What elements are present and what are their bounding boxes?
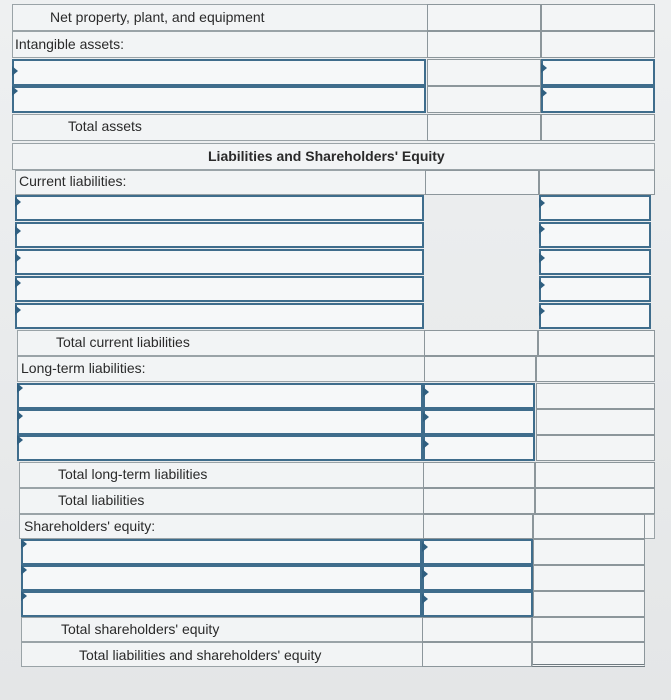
intangible-1-amount-input[interactable] bbox=[541, 59, 655, 86]
dropdown-arrow-icon bbox=[21, 539, 27, 549]
total-long-term-liab-total-cell bbox=[535, 462, 655, 488]
shareholders-equity-label: Shareholders' equity: bbox=[24, 518, 156, 534]
dropdown-arrow-icon bbox=[17, 435, 23, 445]
dropdown-arrow-icon bbox=[12, 86, 18, 96]
dropdown-arrow-icon bbox=[539, 224, 545, 234]
dropdown-arrow-icon bbox=[541, 88, 547, 98]
dropdown-arrow-icon bbox=[541, 63, 547, 73]
long-term-liab-label: Long-term liabilities: bbox=[21, 360, 146, 376]
long-term-liab-empty-cell bbox=[424, 356, 536, 382]
total-liab-label: Total liabilities bbox=[58, 492, 145, 508]
dropdown-arrow-icon bbox=[21, 565, 27, 575]
current-4-amount-input[interactable] bbox=[539, 276, 651, 302]
equity-1-name-input[interactable] bbox=[21, 539, 422, 565]
dropdown-arrow-icon bbox=[15, 305, 21, 315]
current-liab-empty-total-cell bbox=[539, 170, 655, 195]
current-1-amount-input[interactable] bbox=[539, 195, 651, 221]
total-assets-amount-cell bbox=[427, 114, 541, 141]
net-ppe-total-cell bbox=[541, 4, 655, 31]
total-current-liab-label: Total current liabilities bbox=[56, 334, 190, 350]
total-long-term-liab-amount-cell bbox=[423, 462, 535, 488]
dropdown-arrow-icon bbox=[423, 387, 429, 397]
total-shareholders-equity-total-cell bbox=[532, 617, 645, 642]
current-liab-label: Current liabilities: bbox=[19, 173, 127, 189]
long-term-liab-empty-total-cell bbox=[536, 356, 655, 382]
dropdown-arrow-icon bbox=[15, 197, 21, 207]
current-3-name-input[interactable] bbox=[15, 249, 424, 275]
total-liab-total-cell bbox=[535, 488, 655, 514]
current-5-name-input[interactable] bbox=[15, 303, 424, 329]
longterm-1-amount-input[interactable] bbox=[423, 383, 535, 409]
dropdown-arrow-icon bbox=[17, 411, 23, 421]
net-ppe-amount-cell bbox=[427, 4, 541, 31]
equity-1-amount-input[interactable] bbox=[422, 539, 533, 565]
equity-1-total-cell bbox=[533, 539, 645, 565]
intangible-empty-cell bbox=[427, 31, 541, 58]
intangible-empty-total-cell bbox=[541, 31, 655, 58]
intangible-2-name-input[interactable] bbox=[12, 86, 426, 113]
current-liab-empty-cell bbox=[425, 170, 539, 195]
intangible-2-amount-cell bbox=[427, 86, 541, 113]
longterm-3-name-input[interactable] bbox=[17, 435, 423, 461]
dropdown-arrow-icon bbox=[539, 198, 545, 208]
dropdown-arrow-icon bbox=[423, 439, 429, 449]
shareholders-equity-empty-cell bbox=[423, 514, 533, 539]
equity-2-amount-input[interactable] bbox=[422, 565, 533, 591]
dropdown-arrow-icon bbox=[422, 594, 428, 604]
dropdown-arrow-icon bbox=[21, 591, 27, 601]
equity-3-amount-input[interactable] bbox=[422, 591, 533, 617]
dropdown-arrow-icon bbox=[12, 66, 18, 76]
total-liab-equity-total-cell bbox=[532, 642, 645, 667]
shareholders-equity-empty-total-cell bbox=[533, 514, 645, 539]
current-2-name-input[interactable] bbox=[15, 222, 424, 248]
dropdown-arrow-icon bbox=[422, 569, 428, 579]
current-5-amount-input[interactable] bbox=[539, 303, 651, 329]
dropdown-arrow-icon bbox=[539, 280, 545, 290]
intangible-1-name-input[interactable] bbox=[12, 59, 426, 86]
total-long-term-liab-label: Total long-term liabilities bbox=[58, 466, 208, 482]
total-liab-equity-label: Total liabilities and shareholders' equity bbox=[79, 647, 322, 663]
liabilities-equity-heading: Liabilities and Shareholders' Equity bbox=[208, 148, 445, 164]
longterm-2-amount-input[interactable] bbox=[423, 409, 535, 435]
equity-2-total-cell bbox=[533, 565, 645, 591]
intangible-label: Intangible assets: bbox=[15, 36, 124, 52]
longterm-3-amount-input[interactable] bbox=[423, 435, 535, 461]
net-ppe-label: Net property, plant, and equipment bbox=[50, 9, 265, 25]
dropdown-arrow-icon bbox=[539, 253, 545, 263]
total-shareholders-equity-label: Total shareholders' equity bbox=[61, 621, 220, 637]
current-3-amount-input[interactable] bbox=[539, 249, 651, 275]
equity-2-name-input[interactable] bbox=[21, 565, 422, 591]
dropdown-arrow-icon bbox=[422, 542, 428, 552]
total-current-liab-amount-cell bbox=[424, 330, 538, 356]
intangible-1-amount-cell bbox=[427, 59, 541, 86]
total-liab-equity-amount-cell bbox=[422, 642, 532, 667]
longterm-2-total-cell bbox=[536, 409, 655, 435]
dropdown-arrow-icon bbox=[539, 306, 545, 316]
equity-3-name-input[interactable] bbox=[21, 591, 422, 617]
total-liab-amount-cell bbox=[423, 488, 535, 514]
longterm-1-name-input[interactable] bbox=[17, 383, 423, 409]
current-2-amount-input[interactable] bbox=[539, 222, 651, 248]
dropdown-arrow-icon bbox=[15, 226, 21, 236]
current-4-name-input[interactable] bbox=[15, 276, 424, 302]
longterm-3-total-cell bbox=[536, 435, 655, 461]
total-assets-label: Total assets bbox=[68, 118, 142, 134]
equity-3-total-cell bbox=[533, 591, 645, 617]
longterm-2-name-input[interactable] bbox=[17, 409, 423, 435]
total-assets-total-cell bbox=[541, 114, 655, 141]
total-current-liab-total-cell bbox=[538, 330, 655, 356]
dropdown-arrow-icon bbox=[15, 253, 21, 263]
total-shareholders-equity-amount-cell bbox=[422, 617, 532, 642]
dropdown-arrow-icon bbox=[15, 278, 21, 288]
dropdown-arrow-icon bbox=[423, 412, 429, 422]
dropdown-arrow-icon bbox=[17, 383, 23, 393]
intangible-2-amount-input[interactable] bbox=[541, 86, 655, 113]
current-1-name-input[interactable] bbox=[15, 195, 424, 221]
longterm-1-total-cell bbox=[536, 383, 655, 409]
